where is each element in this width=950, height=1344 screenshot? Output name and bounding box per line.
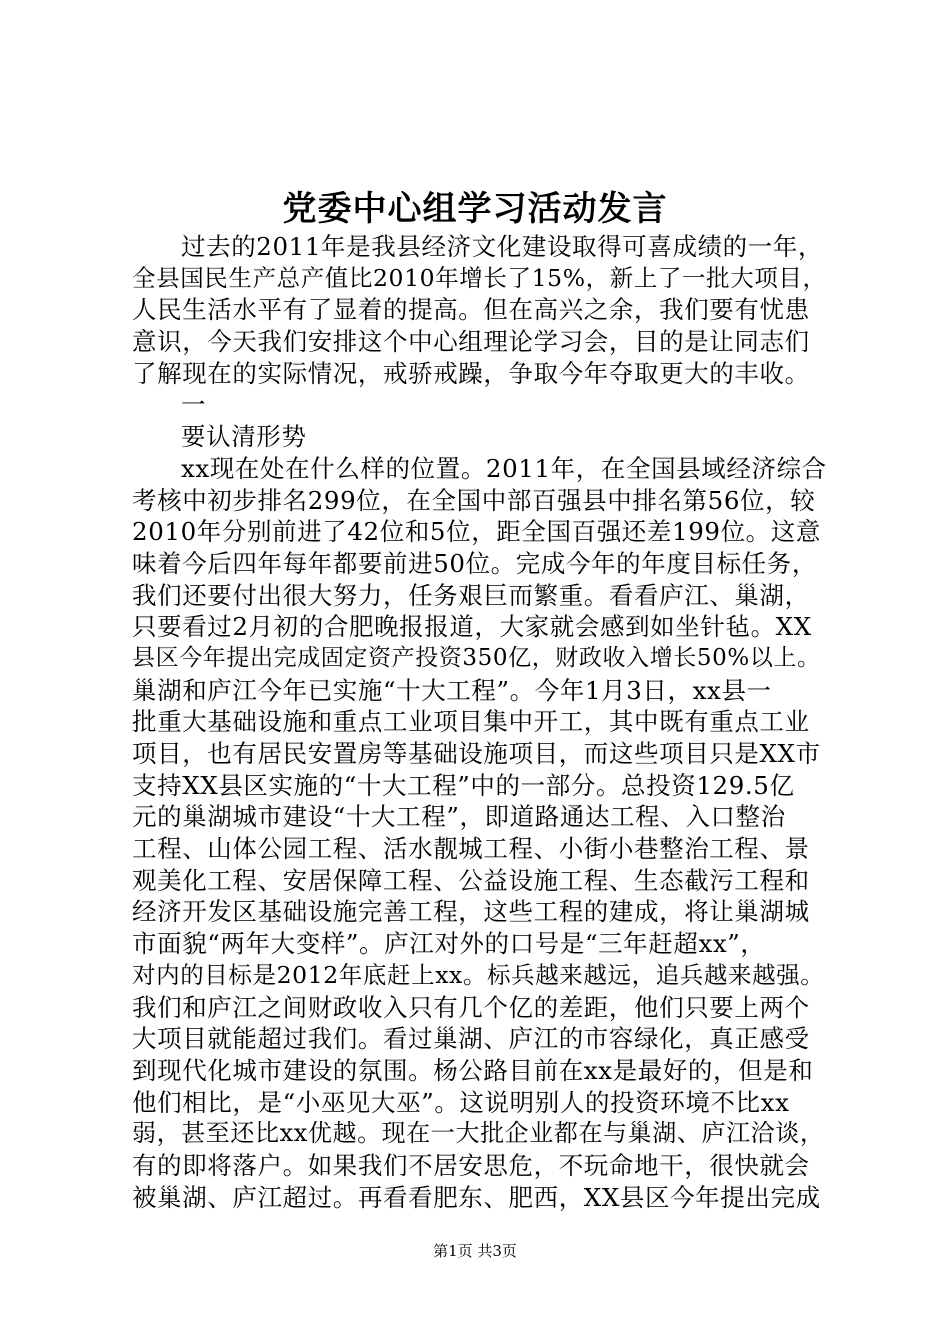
body-line: 县区今年提出完成固定资产投资350亿，财政收入增长50%以上。: [132, 644, 821, 671]
body-line: 对内的目标是2012年底赶上xx。标兵越来越远，追兵越来越强。: [132, 960, 825, 989]
body-line: 了解现在的实际情况，戒骄戒躁，争取今年夺取更大的丰收。: [132, 358, 810, 388]
body-line: 被巢湖、庐江超过。再看看肥东、肥西，XX县区今年提出完成: [132, 1182, 821, 1212]
body-line: 大项目就能超过我们。看过巢湖、庐江的市容绿化，真正感受: [132, 1024, 810, 1054]
body-line: 元的巢湖城市建设“十大工程”，即道路通达工程、入口整治: [132, 802, 786, 832]
body-line: 工程、山体公园工程、活水靓城工程、小街小巷整治工程、景: [132, 834, 810, 864]
page-footer: 第1页 共3页: [433, 1242, 517, 1260]
body-line: 弱，甚至还比xx优越。现在一大批企业都在与巢湖、庐江洽谈，: [132, 1119, 825, 1148]
body-line: 他们相比，是“小巫见大巫”。这说明别人的投资环境不比xx: [132, 1087, 790, 1117]
body-line: 巢湖和庐江今年已实施“十大工程”。今年1月3日，xx县一: [132, 675, 772, 705]
body-line: 批重大基础设施和重点工业项目集中开工，其中既有重点工业: [132, 707, 810, 737]
body-line: 市面貌“两年大变样”。庐江对外的口号是“三年赶超xx”，: [132, 929, 766, 959]
body-line: 我们还要付出很大努力，任务艰巨而繁重。看看庐江、巢湖，: [132, 580, 810, 610]
body-line: 味着今后四年每年都要前进50位。完成今年的年度目标任务，: [132, 548, 817, 578]
body-line: xx现在处在什么样的位置。2011年，在全国县域经济综合: [181, 453, 827, 483]
body-line: 2010年分别前进了42位和5位，距全国百强还差199位。这意: [132, 517, 821, 547]
document-body: [132, 231, 832, 1213]
body-line: 我们和庐江之间财政收入只有几个亿的差距，他们只要上两个: [132, 992, 810, 1022]
body-line: 支持XX县区实施的“十大工程”中的一部分。总投资129.5亿: [132, 770, 795, 800]
body-line: 项目，也有居民安置房等基础设施项目，而这些项目只是XX市: [132, 739, 821, 768]
body-line: 观美化工程、安居保障工程、公益设施工程、生态截污工程和: [132, 865, 810, 895]
body-line: 到现代化城市建设的氛围。杨公路目前在xx是最好的，但是和: [132, 1055, 814, 1085]
body-line: 经济开发区基础设施完善工程，这些工程的建成，将让巢湖城: [132, 897, 810, 927]
body-line: 全县国民生产总产值比2010年增长了15%，新上了一批大项目，: [132, 263, 827, 292]
section-heading: 要认清形势: [181, 422, 307, 452]
body-line: 只要看过2月初的合肥晚报报道，大家就会感到如坐针毡。XX: [132, 612, 812, 642]
body-line: 意识，今天我们安排这个中心组理论学习会，目的是让同志们: [132, 327, 810, 357]
body-line: 人民生活水平有了显着的提高。但在高兴之余，我们要有忧患: [132, 295, 810, 325]
body-line: 有的即将落户。如果我们不居安思危，不玩命地干，很快就会: [132, 1150, 810, 1180]
document-title: 党委中心组学习活动发言: [282, 189, 668, 229]
section-number: 一: [181, 390, 207, 420]
body-line: 考核中初步排名299位，在全国中部百强县中排名第56位，较: [132, 485, 816, 515]
body-line: 过去的2011年是我县经济文化建设取得可喜成绩的一年，: [181, 232, 824, 261]
